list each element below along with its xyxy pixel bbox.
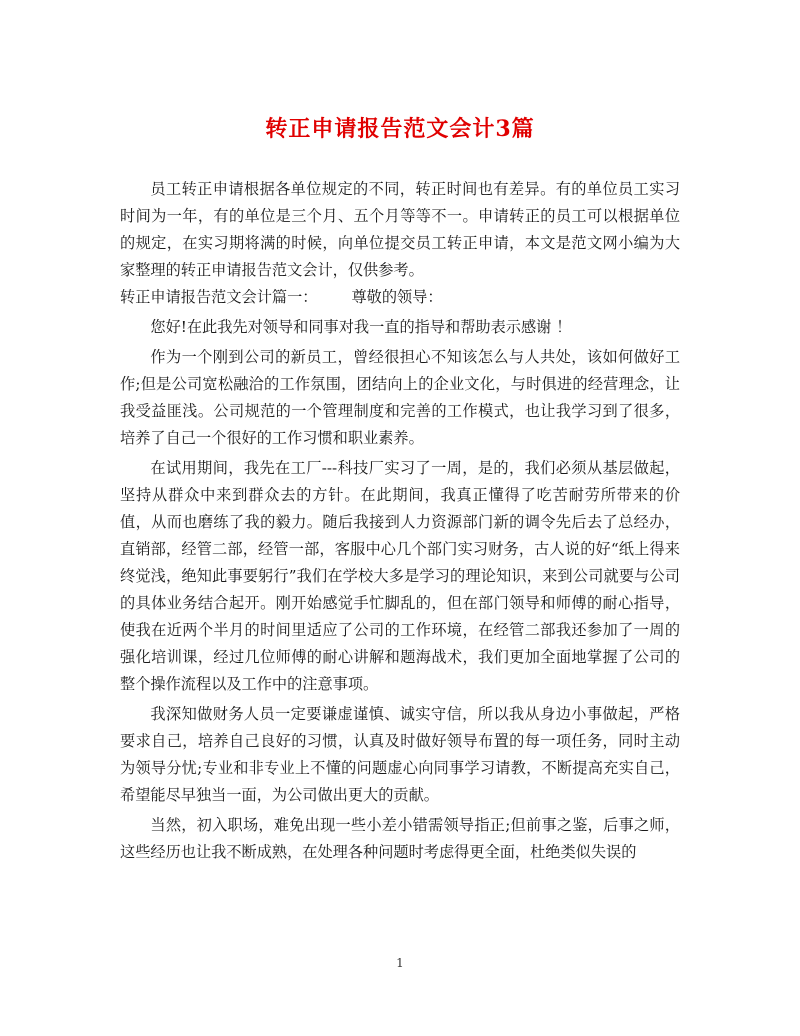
section-heading-line: [120, 284, 680, 311]
document-title: 转正申请报告范文会计3篇: [265, 116, 535, 142]
page-number: 1: [396, 956, 404, 970]
intro-paragraph: 员工转正申请根据各单位规定的不同，转正时间也有差异。有的单位员工实习时间为一年，有的单位是三个月、五个月等等不一。申请转正的员工可以根据单位的规定，在实习期将满的时候，向单位提交员工转正申请，本文是范文网小编为大家整理的转正申请报告范文会计，仅供参考。: [120, 180, 680, 279]
body-paragraph-3: 我深知做财务人员一定要谦虚谨慎、诚实守信，所以我从身边小事做起，严格要求自己，培养自己良好的习惯，认真及时做好领导布置的每一项任务，同时主动为领导分忧;专业和非专业上不懂的问题虚心向同事学习请教，不断提高充实自己，希望能尽早独当一面，为公司做出更大的贡献。: [120, 705, 680, 804]
body-paragraph-2: 在试用期间，我先在工厂---科技厂实习了一周，是的，我们必须从基层做起，坚持从群众中来到群众去的方针。在此期间，我真正懂得了吃苦耐劳所带来的价值，从而也磨练了我的毅力。随后我接到人力资源部门新的调令先后去了总经办，直销部，经管二部，经管一部，客服中心几个部门实习财务，古人说的好“纸上得来终觉浅，绝知此事要躬行”我们在学校大多是学习的理论知识，来到公司就要与公司的具体业务结合起开。刚开始感觉手忙脚乱的，但在部门领导和师傅的耐心指导，使我在近两个半月的时间里适应了公司的工作环境，在经管二部我还参加了一周的强化培训课，经过几位师傅的耐心讲解和题海战术，我们更加全面地掌握了公司的整个操作流程以及工作中的注意事项。: [120, 459, 680, 693]
body-paragraph-1: 作为一个刚到公司的新员工，曾经很担心不知该怎么与人共处，该如何做好工作;但是公司宽松融洽的工作氛围，团结向上的企业文化，与时俱进的经营理念，让我受益匪浅。公司规范的一个管理制度和完善的工作模式，也让我学习到了很多，培养了自己一个很好的工作习惯和职业素养。: [120, 348, 680, 447]
greeting-paragraph: 您好!在此我先对领导和同事对我一直的指导和帮助表示感谢 ！: [150, 318, 572, 336]
section-heading: 转正申请报告范文会计篇一：: [120, 288, 318, 306]
document-body: [120, 176, 680, 866]
body-paragraph-4: 当然，初入职场，难免出现一些小差小错需领导指正;但前事之鉴，后事之师，这些经历也让我不断成熟，在处理各种问题时考虑得更全面，杜绝类似失误的: [120, 816, 680, 861]
salutation: 尊敬的领导：: [351, 288, 443, 306]
